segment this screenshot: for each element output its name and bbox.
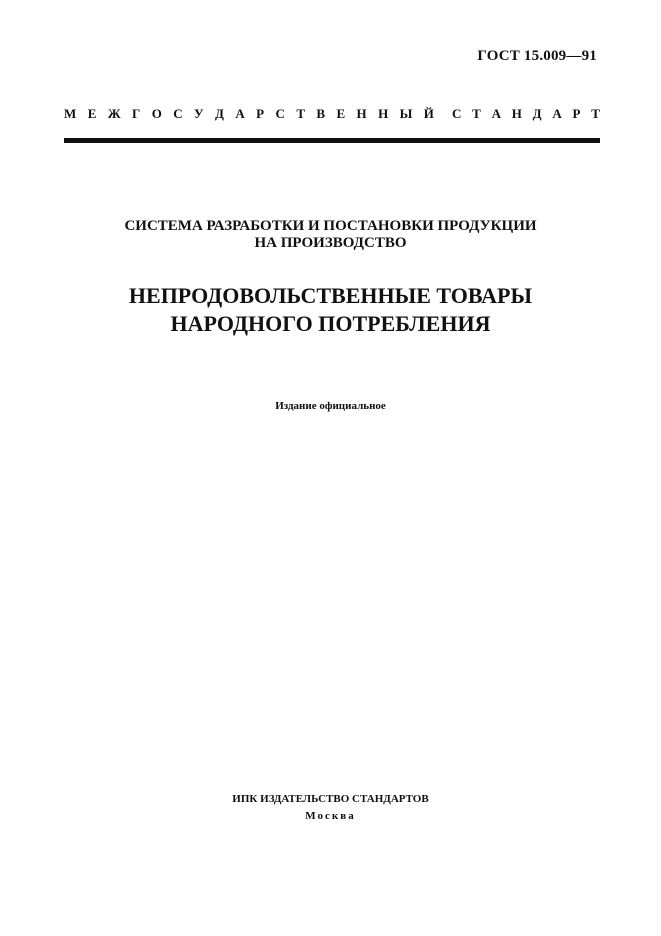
heading-letter: Р bbox=[256, 106, 265, 121]
heading-letter: Н bbox=[511, 106, 522, 121]
heading-letter: Н bbox=[356, 106, 367, 121]
heading-letter: Т bbox=[591, 106, 600, 121]
heading-letter: Ы bbox=[399, 106, 413, 121]
heading-letter: Й bbox=[423, 106, 434, 121]
heading-letter: М bbox=[64, 106, 77, 121]
edition-note: Издание официальное bbox=[275, 400, 386, 412]
heading-letter: Р bbox=[572, 106, 581, 121]
heading-letter: Т bbox=[472, 106, 481, 121]
standard-type-heading bbox=[64, 106, 600, 122]
heading-letter: Г bbox=[132, 106, 141, 121]
heading-letter: Д bbox=[532, 106, 542, 121]
heading-letter: А bbox=[235, 106, 245, 121]
heading-letter: А bbox=[552, 106, 562, 121]
heading-letter: С bbox=[173, 106, 183, 121]
main-title-line-2: НАРОДНОГО ПОТРЕБЛЕНИЯ bbox=[170, 311, 491, 336]
publisher-city: Москва bbox=[305, 810, 356, 822]
heading-letter: Т bbox=[296, 106, 305, 121]
header-divider bbox=[64, 138, 600, 143]
main-title-line-1: НЕПРОДОВОЛЬСТВЕННЫЕ ТОВАРЫ bbox=[128, 283, 533, 308]
heading-letter: Д bbox=[215, 106, 224, 121]
heading-letter: Е bbox=[336, 106, 346, 121]
heading-letter: Е bbox=[87, 106, 97, 121]
heading-letter: В bbox=[316, 106, 326, 121]
standard-type-word-standard bbox=[452, 106, 600, 122]
standard-type-word-interstate bbox=[64, 106, 434, 122]
series-title-line-1: СИСТЕМА РАЗРАБОТКИ И ПОСТАНОВКИ ПРОДУКЦИИ bbox=[124, 218, 537, 234]
standard-designation: ГОСТ 15.009—91 bbox=[477, 48, 597, 64]
heading-letter: А bbox=[491, 106, 501, 121]
heading-letter: О bbox=[151, 106, 162, 121]
heading-letter: Н bbox=[378, 106, 389, 121]
heading-letter: С bbox=[452, 106, 462, 121]
series-title bbox=[0, 218, 661, 252]
heading-letter: Ж bbox=[107, 106, 121, 121]
heading-letter: С bbox=[275, 106, 285, 121]
main-title bbox=[0, 282, 661, 338]
series-title-line-2: НА ПРОИЗВОДСТВО bbox=[254, 235, 407, 251]
heading-letter: У bbox=[194, 106, 204, 121]
publisher-name: ИПК ИЗДАТЕЛЬСТВО СТАНДАРТОВ bbox=[232, 793, 429, 805]
